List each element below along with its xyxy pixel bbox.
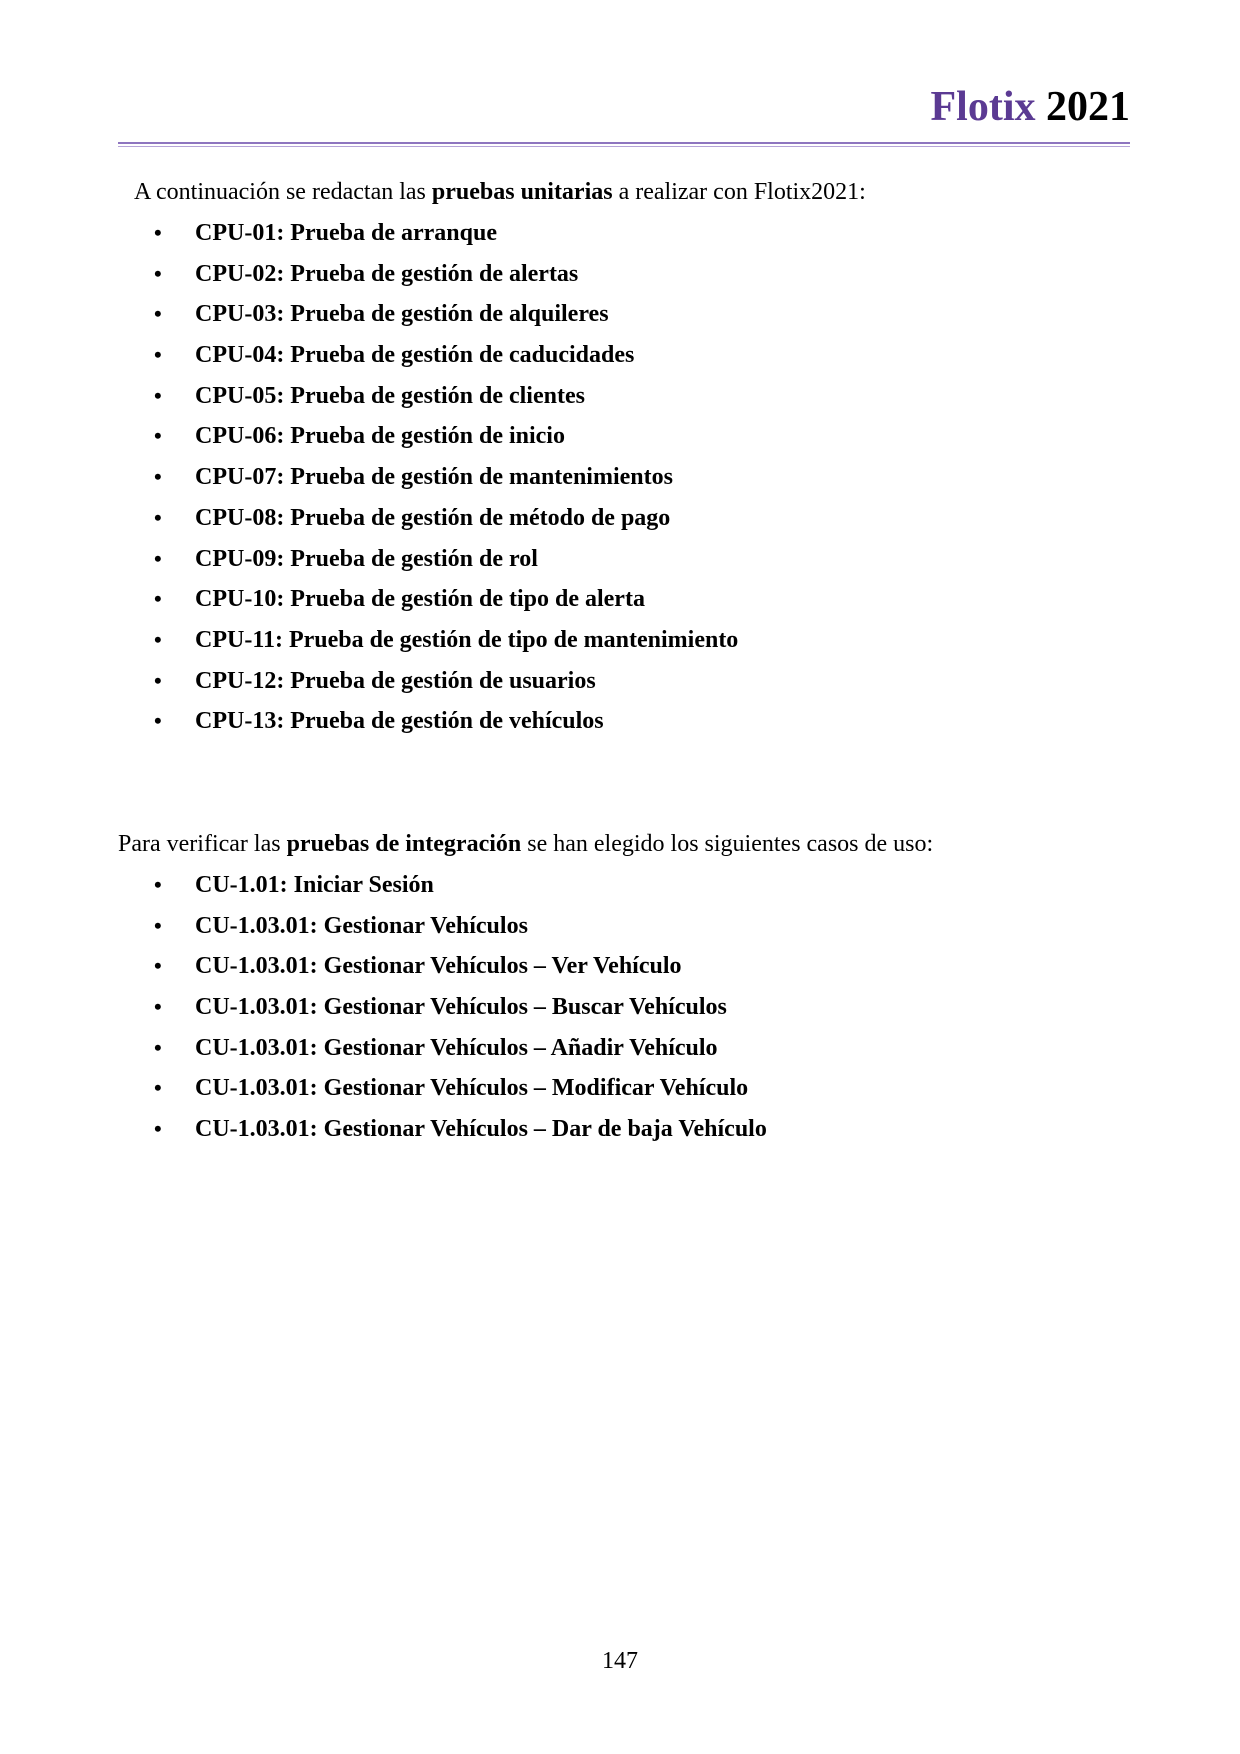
bullet-icon: • — [154, 586, 162, 612]
list-item-label: CU-1.03.01: Gestionar Vehículos – Ver Vehículo — [195, 953, 682, 980]
bullet-icon: • — [154, 1075, 162, 1101]
bullet-icon: • — [154, 301, 162, 327]
list-item-label: CU-1.01: Iniciar Sesión — [195, 872, 434, 898]
list-item — [152, 667, 738, 708]
unit-tests-intro-end: a realizar con Flotix2021: — [612, 179, 866, 205]
list-item-label: CPU-12: Prueba de gestión de usuarios — [195, 667, 596, 694]
list-item-label: CPU-11: Prueba de gestión de tipo de mantenimiento — [195, 626, 739, 653]
page-number: 147 — [602, 1648, 638, 1674]
header-rule-secondary — [118, 146, 1130, 147]
list-item — [152, 422, 738, 463]
list-item-label: CPU-03: Prueba de gestión de alquileres — [195, 301, 609, 328]
list-item-label: CPU-04: Prueba de gestión de caducidades — [195, 342, 635, 369]
list-item — [152, 341, 738, 382]
unit-tests-list — [152, 219, 738, 748]
list-item-label: CPU-06: Prueba de gestión de inicio — [195, 423, 565, 450]
list-item-label: CPU-05: Prueba de gestión de clientes — [195, 382, 585, 409]
list-item — [152, 871, 767, 912]
list-item — [152, 260, 738, 301]
list-item — [152, 585, 738, 626]
bullet-icon: • — [154, 994, 162, 1020]
bullet-icon: • — [154, 872, 162, 897]
bullet-icon: • — [154, 260, 162, 286]
unit-tests-intro-start: A continuación se redactan las — [134, 179, 432, 205]
page-header-title — [931, 86, 1130, 128]
header-brand: Flotix — [930, 84, 1036, 130]
list-item — [152, 545, 738, 586]
list-item-label: CU-1.03.01: Gestionar Vehículos – Buscar Vehículos — [195, 994, 727, 1021]
unit-tests-intro-bold: pruebas unitarias — [431, 179, 613, 205]
list-item — [152, 707, 738, 748]
bullet-icon: • — [154, 504, 162, 530]
unit-tests-intro — [134, 178, 866, 206]
list-item-label: CU-1.03.01: Gestionar Vehículos – Dar de baja Vehículo — [195, 1116, 767, 1143]
bullet-icon: • — [154, 545, 162, 571]
list-item-label: CPU-02: Prueba de gestión de alertas — [195, 260, 579, 287]
bullet-icon: • — [154, 464, 162, 490]
bullet-icon: • — [154, 912, 162, 938]
list-item-label: CPU-10: Prueba de gestión de tipo de alerta — [195, 586, 645, 613]
list-item-label: CPU-09: Prueba de gestión de rol — [195, 545, 538, 572]
bullet-icon: • — [154, 667, 162, 693]
bullet-icon: • — [154, 423, 162, 449]
list-item — [152, 1115, 767, 1156]
bullet-icon: • — [154, 220, 162, 245]
list-item — [152, 1074, 767, 1115]
bullet-icon: • — [154, 626, 162, 652]
list-item — [152, 993, 767, 1034]
integration-tests-intro-bold: pruebas de integración — [286, 831, 522, 857]
list-item-label: CPU-13: Prueba de gestión de vehículos — [195, 708, 604, 735]
list-item — [152, 912, 767, 953]
list-item — [152, 300, 738, 341]
list-item — [152, 463, 738, 504]
integration-tests-list — [152, 871, 767, 1156]
list-item — [152, 952, 767, 993]
bullet-icon: • — [154, 342, 162, 368]
list-item-label: CPU-01: Prueba de arranque — [195, 220, 497, 246]
integration-tests-intro-end: se han elegido los siguientes casos de uso: — [521, 831, 934, 857]
list-item — [152, 1034, 767, 1075]
list-item — [152, 626, 738, 667]
header-rule — [118, 142, 1130, 144]
bullet-icon: • — [154, 953, 162, 979]
integration-tests-intro-start: Para verificar las — [118, 831, 287, 857]
list-item-label: CU-1.03.01: Gestionar Vehículos — [195, 912, 528, 939]
integration-tests-intro — [118, 830, 933, 858]
bullet-icon: • — [154, 1034, 162, 1060]
list-item-label: CU-1.03.01: Gestionar Vehículos – Añadir Vehículo — [195, 1034, 718, 1061]
bullet-icon: • — [154, 1116, 162, 1142]
list-item — [152, 219, 738, 260]
list-item-label: CU-1.03.01: Gestionar Vehículos – Modificar Vehículo — [195, 1075, 749, 1102]
bullet-icon: • — [154, 708, 162, 734]
bullet-icon: • — [154, 382, 162, 408]
header-year: 2021 — [1046, 84, 1130, 130]
list-item-label: CPU-07: Prueba de gestión de mantenimientos — [195, 464, 673, 491]
list-item — [152, 504, 738, 545]
list-item-label: CPU-08: Prueba de gestión de método de pago — [195, 504, 671, 531]
list-item — [152, 382, 738, 423]
